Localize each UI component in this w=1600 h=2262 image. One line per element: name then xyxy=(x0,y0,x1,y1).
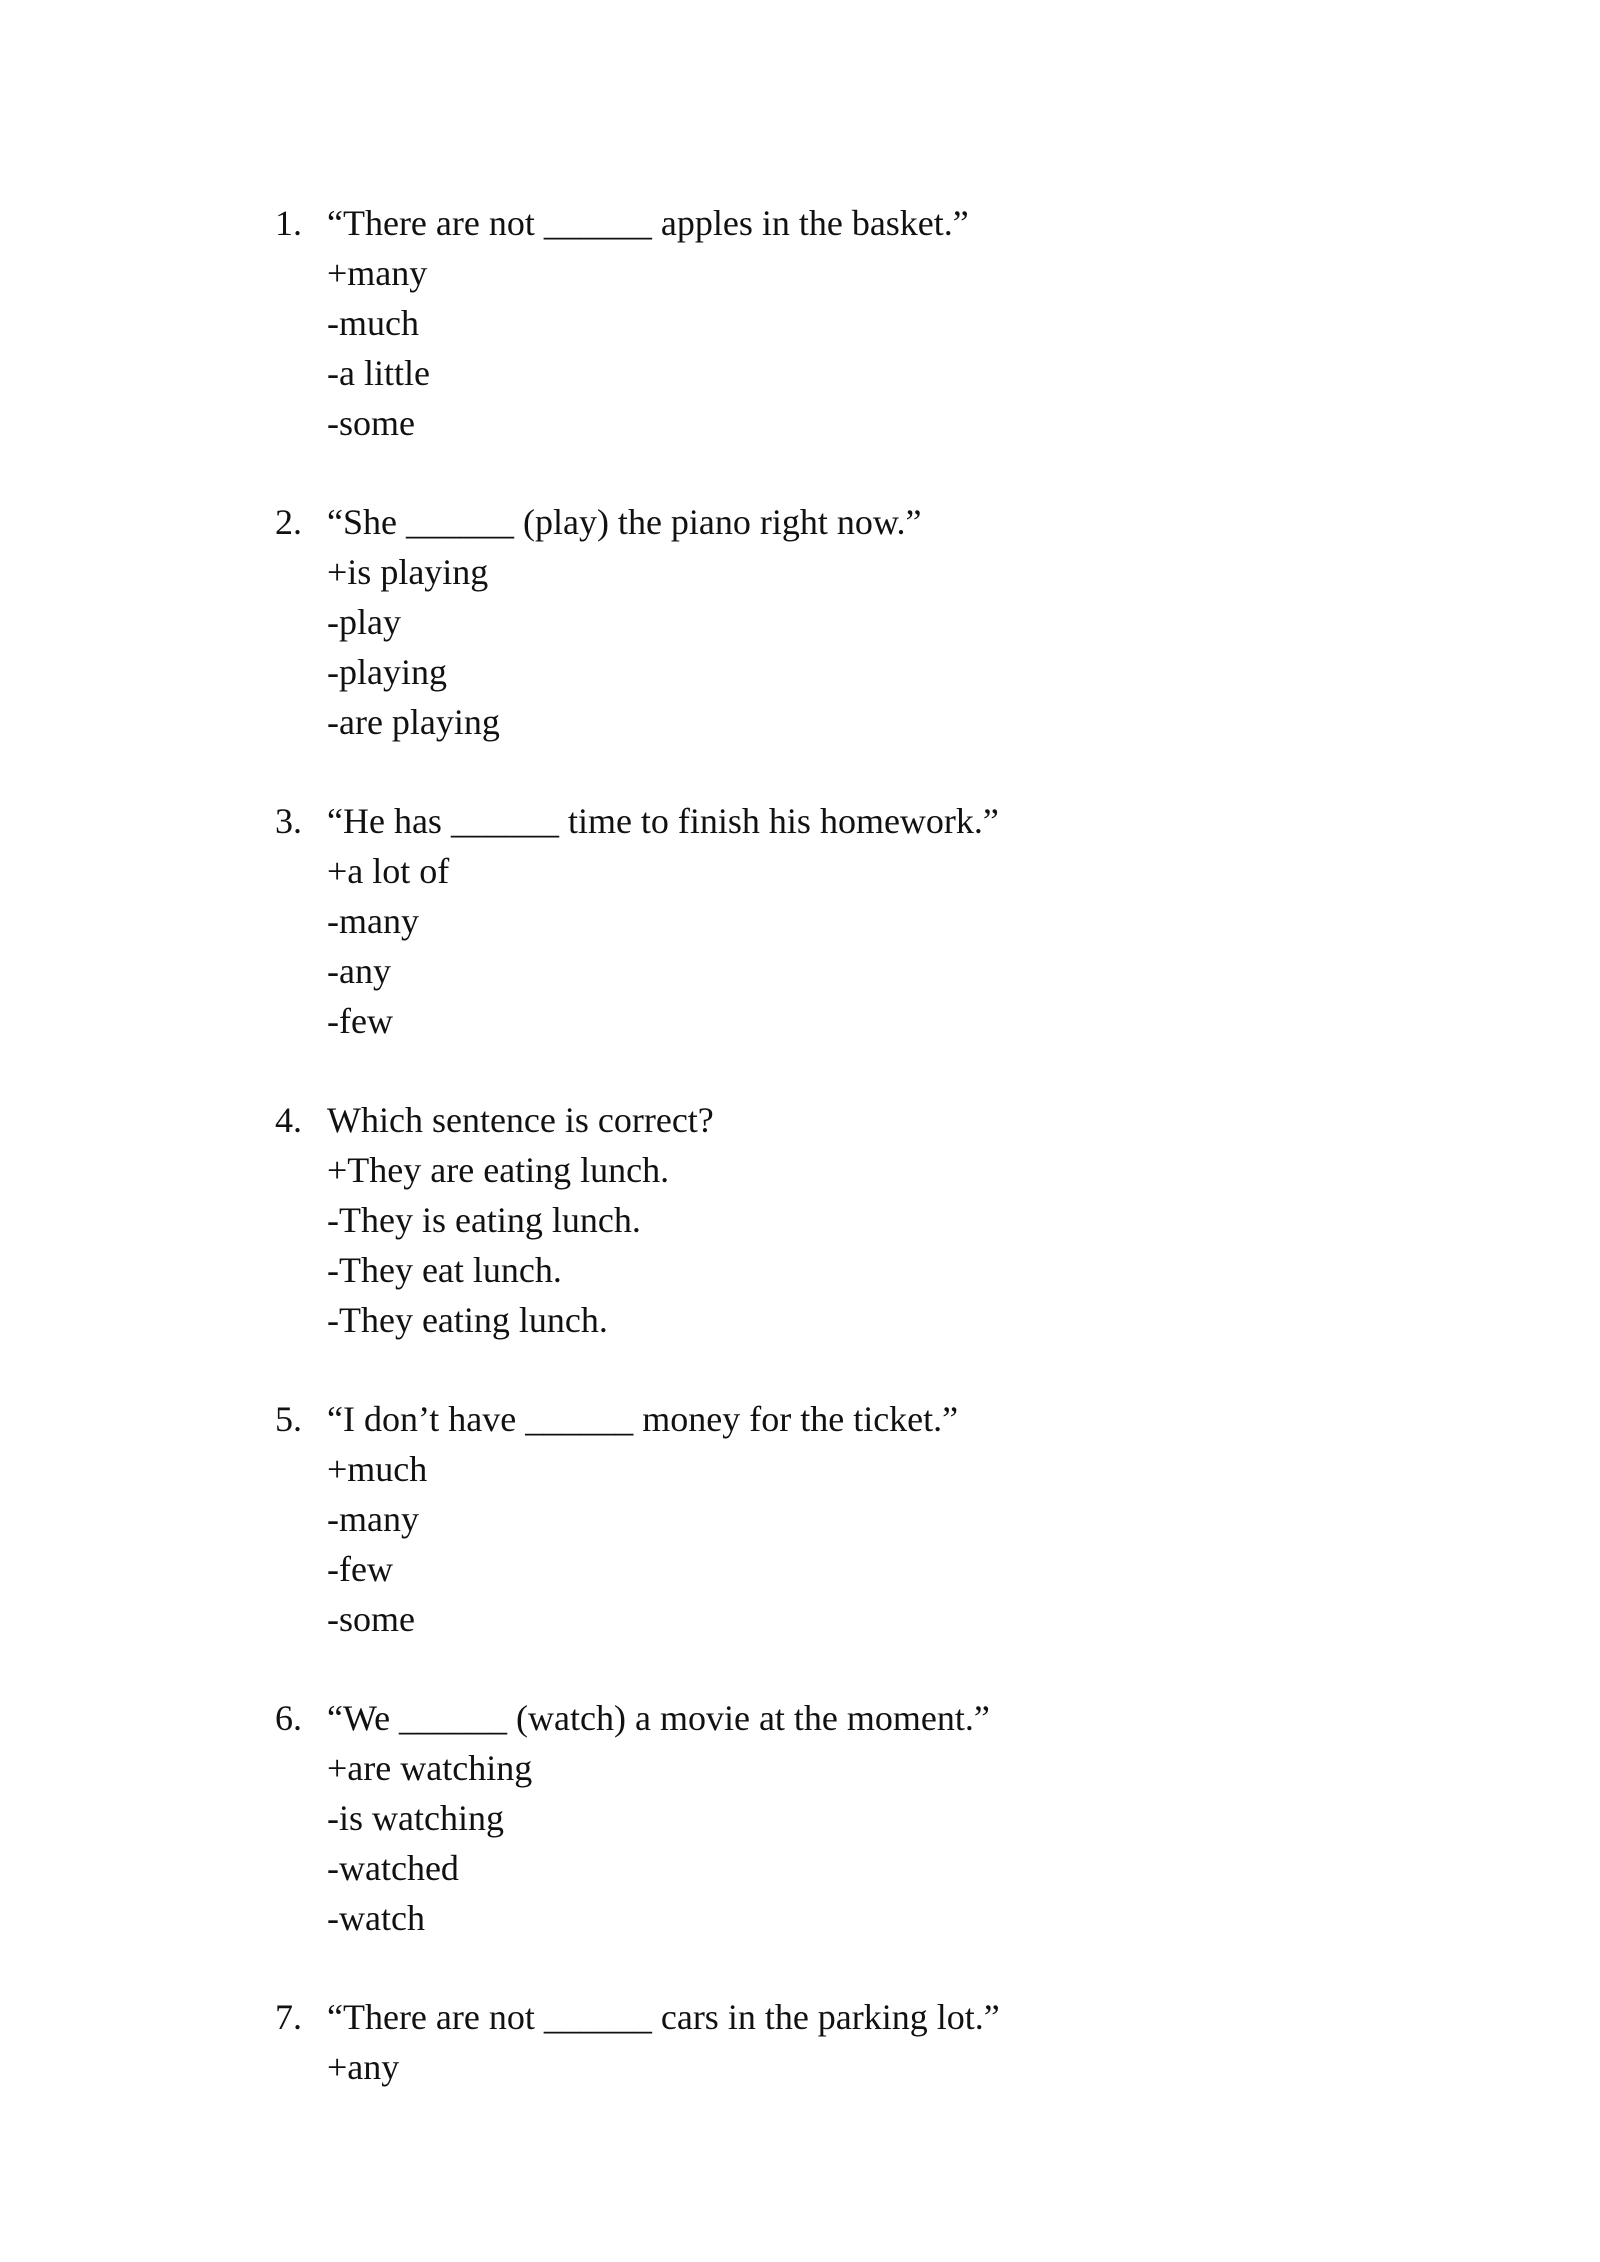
question-text: Which sentence is correct? xyxy=(327,1100,714,1140)
question-text: “There are not ______ cars in the parking lot.” xyxy=(327,1997,1000,2037)
question-item xyxy=(275,1693,1375,1943)
answer-option: -much xyxy=(327,303,419,343)
question-text: “We ______ (watch) a movie at the moment.” xyxy=(327,1698,990,1738)
answer-option: -any xyxy=(327,951,391,991)
question-text: “She ______ (play) the piano right now.” xyxy=(327,502,922,542)
question-item xyxy=(275,796,1375,1046)
answer-option: -few xyxy=(327,1549,393,1589)
answer-option: -is watching xyxy=(327,1798,504,1838)
question-item xyxy=(275,497,1375,747)
answer-option: +a lot of xyxy=(327,851,450,891)
question-number: 2. xyxy=(275,502,302,542)
answer-option: -They is eating lunch. xyxy=(327,1200,641,1240)
question-number: 5. xyxy=(275,1399,302,1439)
answer-option: -They eating lunch. xyxy=(327,1300,608,1340)
answer-option: -watch xyxy=(327,1898,425,1938)
question-number: 6. xyxy=(275,1698,302,1738)
question-item xyxy=(275,198,1375,448)
answer-option: +They are eating lunch. xyxy=(327,1150,670,1190)
question-item xyxy=(275,1394,1375,1644)
answer-option: -many xyxy=(327,901,419,941)
answer-option: -some xyxy=(327,403,415,443)
question-number: 7. xyxy=(275,1997,302,2037)
answer-option: -a little xyxy=(327,353,430,393)
answer-option: -many xyxy=(327,1499,419,1539)
answer-option: -some xyxy=(327,1599,415,1639)
answer-option: -playing xyxy=(327,652,447,692)
question-number: 4. xyxy=(275,1100,302,1140)
answer-option: -are playing xyxy=(327,702,500,742)
question-item xyxy=(275,1992,1375,2092)
answer-option: +many xyxy=(327,253,428,293)
question-number: 1. xyxy=(275,203,302,243)
answer-option: +are watching xyxy=(327,1748,533,1788)
question-text: “I don’t have ______ money for the ticket.” xyxy=(327,1399,959,1439)
answer-option: -They eat lunch. xyxy=(327,1250,562,1290)
answer-option: +any xyxy=(327,2047,400,2087)
question-item xyxy=(275,1095,1375,1345)
answer-option: +is playing xyxy=(327,552,489,592)
answer-option: -watched xyxy=(327,1848,459,1888)
answer-option: +much xyxy=(327,1449,428,1489)
answer-option: -play xyxy=(327,602,401,642)
question-text: “He has ______ time to finish his homework.” xyxy=(327,801,999,841)
question-text: “There are not ______ apples in the basket.” xyxy=(327,203,969,243)
question-number: 3. xyxy=(275,801,302,841)
answer-option: -few xyxy=(327,1001,393,1041)
question-list xyxy=(275,198,1375,2141)
